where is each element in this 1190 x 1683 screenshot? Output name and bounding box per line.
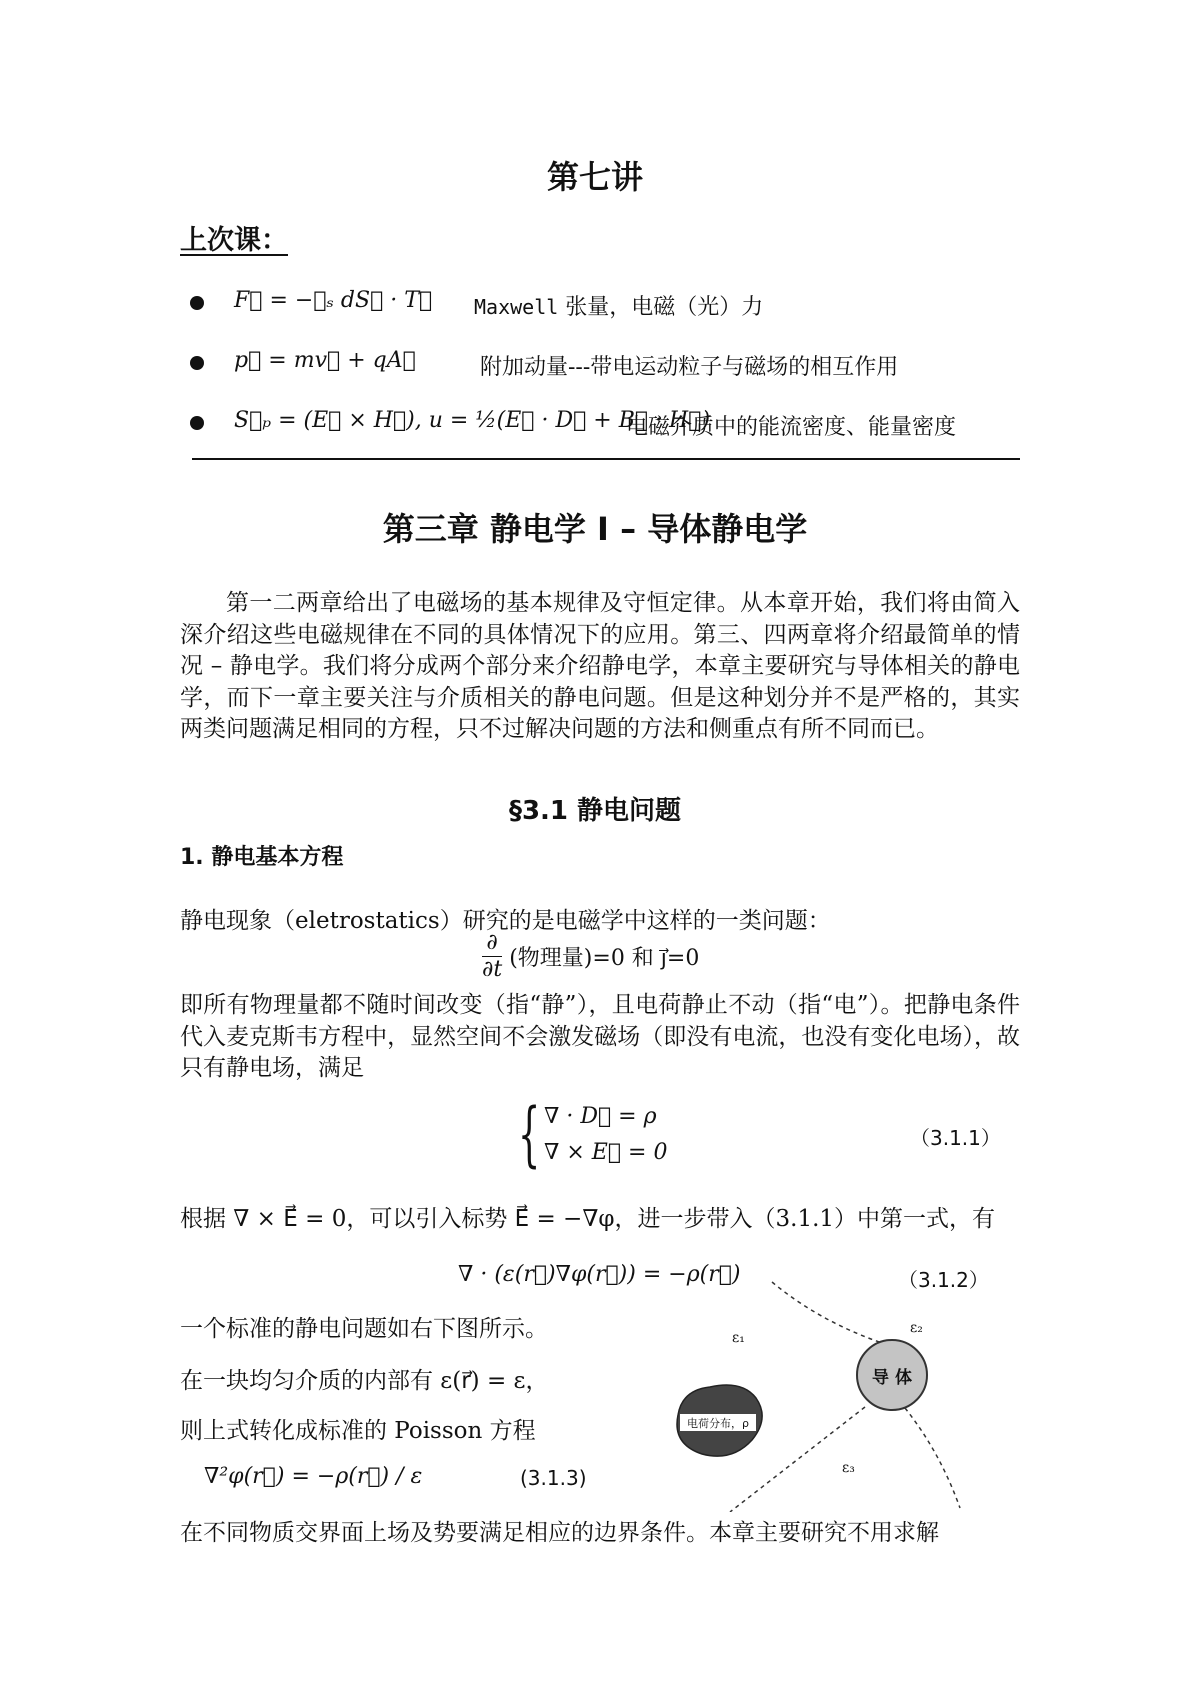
bullet-icon [190,296,204,310]
epsilon-3-label: ε₃ [842,1460,855,1476]
eq-3-1-1-number: （3.1.1） [910,1126,1001,1150]
electrostatics-line: 静电现象（eletrostatics）研究的是电磁学中这样的一类问题： [180,908,831,934]
poisson-line: 则上式转化成标准的 Poisson 方程 [180,1418,536,1444]
charge-label: 电荷分布，ρ [687,1417,749,1430]
intro-paragraph: 第一二两章给出了电磁场的基本规律及守恒定律。从本章开始，我们将由简入深介绍这些电磁规律在不同的具体情况下的应用。第三、四两章将介绍最简单的情况 – 静电学。我们将分成两个部分来介绍静电学，本章主要研究与导体相关的静电学，而下一章主要关注与介质相关的静电问题。但是这种划分并不是严格的，其实两类问题满足相同的方程，只不过解决问题的方法和侧重点有所不同而已。 [180,590,1020,742]
boundary-curve-top [772,1282,885,1344]
lecture-title: 第七讲 [546,158,643,196]
eq-3-1-3: ∇²φ(r⃗) = −ρ(r⃗) / ε [204,1464,423,1489]
bullet-icon [190,416,204,430]
potential-line: 根据 ∇ × E⃗ = 0，可以引入标势 E⃗ = −∇φ，进一步带入（3.1.1）中第一式，有 [180,1206,996,1232]
eq-3-1-2-number: （3.1.2） [898,1268,989,1292]
eq-3-1-3-number: (3.1.3) [520,1466,587,1490]
chapter-title: 第三章 静电学 I – 导体静电学 [382,510,808,548]
review-desc: 电磁介质中的能流密度、能量密度 [626,415,957,440]
review-item-3 [190,404,1050,444]
static-condition [482,930,699,983]
epsilon-1-label: ε₁ [732,1330,745,1346]
review-desc: 张量，电磁（光）力 [558,295,764,320]
paragraph-2: 即所有物理量都不随时间改变（指“静”），且电荷静止不动（指“电”）。把静电条件代入麦克斯韦方程中，显然空间不会激发磁场（即没有电流，也没有变化电场），故只有静电场，满足 [180,992,1020,1081]
bullet-icon [190,356,204,370]
condition-numerator: ∂ [486,930,498,955]
boundary-curve-right [905,1408,960,1508]
eq-3-1-1-line2: ∇ × E⃗ = 0 [544,1140,668,1165]
review-item-1 [190,284,1050,324]
review-formula: p⃗ = mv⃗ + qA⃗ [234,348,416,373]
conductor-label: 导 体 [872,1368,912,1388]
review-desc: 附加动量---带电运动粒子与磁场的相互作用 [480,355,899,380]
condition-denominator: ∂t [482,957,503,982]
brace-icon: { [518,1093,541,1175]
review-desc-mono: Maxwell [474,295,559,319]
condition-text: (物理量)=0 和 j⃗=0 [509,946,700,971]
last-class-heading: 上次课： [180,225,288,256]
review-formula: F⃗ = −∮ₛ dS⃗ · T⃡ [234,288,433,313]
divider [192,458,1020,460]
eq-3-1-1-line1: ∇ · D⃗ = ρ [544,1104,657,1129]
uniform-medium-line: 在一块均匀介质的内部有 ε(r⃗) = ε， [180,1368,549,1394]
figure-reference-line: 一个标准的静电问题如右下图所示。 [180,1316,548,1342]
subsection-title: 1. 静电基本方程 [180,845,344,870]
eq-3-1-2: ∇ · (ε(r⃗)∇φ(r⃗)) = −ρ(r⃗) [458,1262,741,1287]
section-title: §3.1 静电问题 [508,796,682,826]
electrostatic-problem-diagram [660,1272,1020,1512]
epsilon-2-label: ε₂ [910,1320,923,1336]
review-item-2 [190,344,1050,384]
review-formula: S⃗ₚ = (E⃗ × H⃗), u = ½(E⃗ · D⃗ + B⃗ · H⃗) [234,408,711,433]
boundary-line: 在不同物质交界面上场及势要满足相应的边界条件。本章主要研究不用求解 [180,1520,939,1546]
